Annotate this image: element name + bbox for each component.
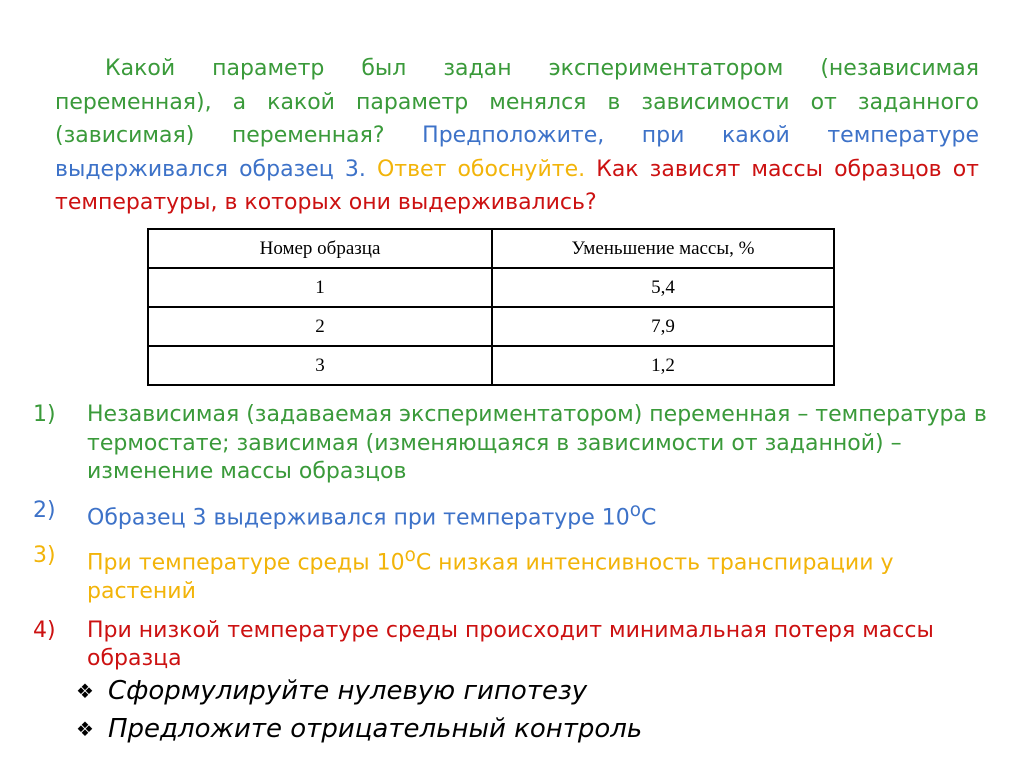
task-text: Предложите отрицательный контроль xyxy=(108,714,643,744)
table-header-sample: Номер образца xyxy=(148,229,492,268)
answer-item-1 xyxy=(33,401,993,487)
question-justify: Ответ обоснуйте. xyxy=(376,156,586,182)
table-header-row xyxy=(148,229,834,268)
answer-item-4 xyxy=(33,617,993,674)
answer-item-3 xyxy=(33,542,993,606)
answer-number: 1) xyxy=(33,402,56,427)
table-cell-mass-loss: 5,4 xyxy=(492,268,834,307)
table-row xyxy=(148,307,834,346)
task-negative-control xyxy=(76,710,642,748)
table-cell-mass-loss: 1,2 xyxy=(492,346,834,385)
answer-number: 3) xyxy=(33,543,56,569)
degree-superscript: o xyxy=(404,545,416,567)
tasks-list xyxy=(76,672,642,748)
answer-text: Независимая (задаваемая экспериментатором) переменная – температура в термостате; зависимая (изменяющаяся в зависимости от заданной) – изменение массы образцов xyxy=(87,402,987,484)
question-paragraph xyxy=(55,52,979,220)
answers-list xyxy=(33,401,993,684)
answer-text: При низкой температуре среды происходит минимальная потеря массы образца xyxy=(87,617,934,672)
table-row xyxy=(148,346,834,385)
results-table xyxy=(147,228,835,386)
answer-text: Образец 3 выдерживался при температуре 10$^o$C xyxy=(87,499,657,530)
task-null-hypothesis xyxy=(76,672,642,710)
question-sample3-temperature: Предположите, при какой температуре выдерживался образец 3. xyxy=(55,123,980,182)
answer-item-2 xyxy=(33,497,993,533)
task-text: Сформулируйте нулевую гипотезу xyxy=(108,676,588,706)
answer-number: 2) xyxy=(33,497,56,523)
diamond-bullet-icon: ❖ xyxy=(76,717,94,741)
answer-number: 4) xyxy=(33,617,56,643)
degree-superscript: o xyxy=(629,499,642,521)
table-cell-sample: 3 xyxy=(148,346,492,385)
table-cell-sample: 2 xyxy=(148,307,492,346)
question-mass-dependence: Как зависят массы образцов от температуры, в которых они выдерживались? xyxy=(55,156,980,215)
table-row xyxy=(148,268,834,307)
question-variables: Какой параметр был задан экспериментатором (независимая переменная), а какой параметр менялся в зависимости от заданного (зависимая) переменная? xyxy=(55,56,979,148)
diamond-bullet-icon: ❖ xyxy=(76,679,94,703)
table-cell-mass-loss: 7,9 xyxy=(492,307,834,346)
table-cell-sample: 1 xyxy=(148,268,492,307)
table-header-mass-loss: Уменьшение массы, % xyxy=(492,229,834,268)
answer-text: При температуре среды 10$^o$C низкая интенсивность транспирации у растений xyxy=(87,545,894,605)
